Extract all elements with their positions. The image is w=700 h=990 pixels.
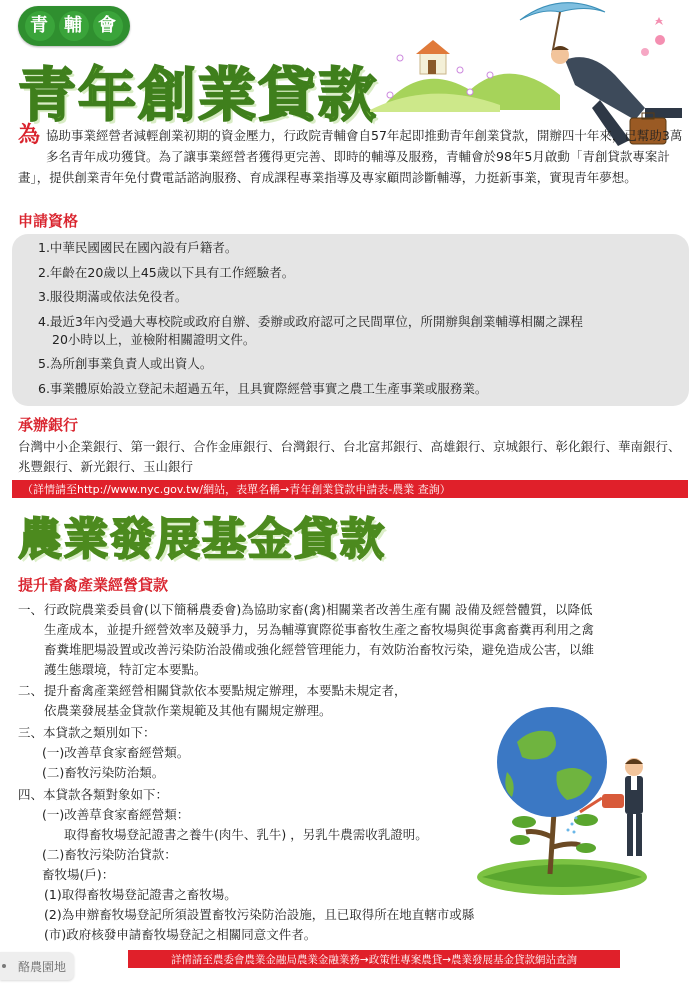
agri-loan-info-bar: 詳情請至農委會農業金融局農業金融業務→政策性專案農貸→農業發展基金貸款網站查詢 bbox=[128, 950, 620, 968]
youth-loan-intro bbox=[18, 125, 683, 188]
globe-tree-illustration bbox=[462, 702, 687, 902]
category-item: (二)畜牧污染防治類。 bbox=[42, 765, 165, 780]
intro-lead-char: 為 bbox=[18, 123, 41, 148]
badge-char-3: 會 bbox=[93, 11, 123, 41]
qualification-item: 3.服役期滿或依法免役者。 bbox=[38, 289, 188, 304]
bank-list: 台灣中小企業銀行、第一銀行、合作金庫銀行、台灣銀行、台北富邦銀行、高雄銀行、京城銀行、彰化銀行、華南銀行、兆豐銀行、新光銀行、玉山銀行 bbox=[18, 439, 681, 474]
youth-loan-info-bar: （詳情請至http://www.nyc.gov.tw/網站，表單名稱→青年創業貸款申請表-農業 查詢） bbox=[12, 480, 688, 498]
target-b: (二)畜牧污染防治貸款： bbox=[42, 847, 177, 862]
category-item: (一)改善草食家畜經營類。 bbox=[42, 745, 190, 760]
target-a-detail: 取得畜牧場登記證書之養牛(肉牛、乳牛) ，另乳牛農需收乳證明。 bbox=[64, 827, 428, 842]
qualification-heading: 申請資格 bbox=[18, 212, 79, 230]
badge-char-1: 青 bbox=[25, 11, 55, 41]
paragraph-3: 三、本貸款之類別如下： bbox=[18, 725, 156, 740]
paragraph-2: 二、 提升畜禽產業經營相關貸款依本要點規定辦理，本要點未規定者， 依農業發展基金貸款作業規範及其他有關規定辦理。 bbox=[18, 683, 407, 718]
qualification-item-cont: 20小時以上，並檢附相關證明文件。 bbox=[52, 331, 256, 347]
org-badge bbox=[18, 6, 130, 46]
target-a: (一)改善草食家畜經營類： bbox=[42, 807, 190, 822]
qualification-item: 6.事業體原始設立登記未超過五年，且具實際經營事實之農工生產事業或服務業。 bbox=[38, 380, 488, 396]
qualification-list bbox=[12, 234, 689, 406]
qualification-item: 5.為所創事業負責人或出資人。 bbox=[38, 356, 213, 371]
target-b-item: (2)為申辦畜牧場登記所須設置畜牧污染防治設施，且已取得所在地直轄市或縣 bbox=[44, 907, 475, 922]
qualification-item: 1.中華民國國民在國內設有戶籍者。 bbox=[38, 240, 238, 255]
qualification-item: 2.年齡在20歲以上45歲以下具有工作經驗者。 bbox=[38, 264, 295, 280]
intro-text: 協助事業經營者減輕創業初期的資金壓力，行政院青輔會自57年起即推動青年創業貸款，開辦四十年來，已幫助3萬多名青年成功獲貸。為了讓事業經營者獲得更完善、即時的輔導及服務，青輔會於98年5月啟動「青創貸款專案計畫」，提供創業青年免付費電話諮詢服務、育成課程專業指導及專家顧問診斷輔導，力挺新事業，實現青年夢想。 bbox=[18, 128, 683, 185]
badge-char-2: 輔 bbox=[59, 11, 89, 41]
paragraph-4: 四、本貸款各類對象如下： bbox=[18, 787, 169, 802]
target-b-sub: 畜牧場(戶)： bbox=[42, 867, 115, 882]
target-b-item: (1)取得畜牧場登記證書之畜牧場。 bbox=[44, 887, 237, 902]
section-tab: 酪農園地 bbox=[0, 952, 74, 980]
agri-fund-loan-title: 農業發展基金貸款 bbox=[18, 514, 386, 565]
youth-loan-title: 青年創業貸款 bbox=[18, 61, 379, 129]
qualification-item: 4.最近3年內受過大專校院或政府自辦、委辦或政府認可之民間單位，所開辦與創業輔導相關之課程 20小時以上，並檢附相關證明文件。 bbox=[38, 314, 667, 348]
target-b-item: (市)政府核發申請畜牧場登記之相關同意文件者。 bbox=[44, 927, 317, 942]
paragraph-1: 一、 行政院農業委員會(以下簡稱農委會)為協助家畜(禽)相關業者改善生產有關 設備及經營體質，以降低 生產成本，並提升經營效率及競爭力，另為輔導實際從事畜牧生產之畜牧場與從事禽畜糞再利用之禽 畜糞堆肥場設置或改善污染防治設備或強化經營管理能力，有效防治畜牧污染，避免造成公害，以維 護生態環境，特訂定本要點。 bbox=[18, 602, 595, 677]
livestock-loan-heading: 提升畜禽產業經營貸款 bbox=[18, 576, 169, 594]
bank-heading: 承辦銀行 bbox=[18, 416, 79, 434]
